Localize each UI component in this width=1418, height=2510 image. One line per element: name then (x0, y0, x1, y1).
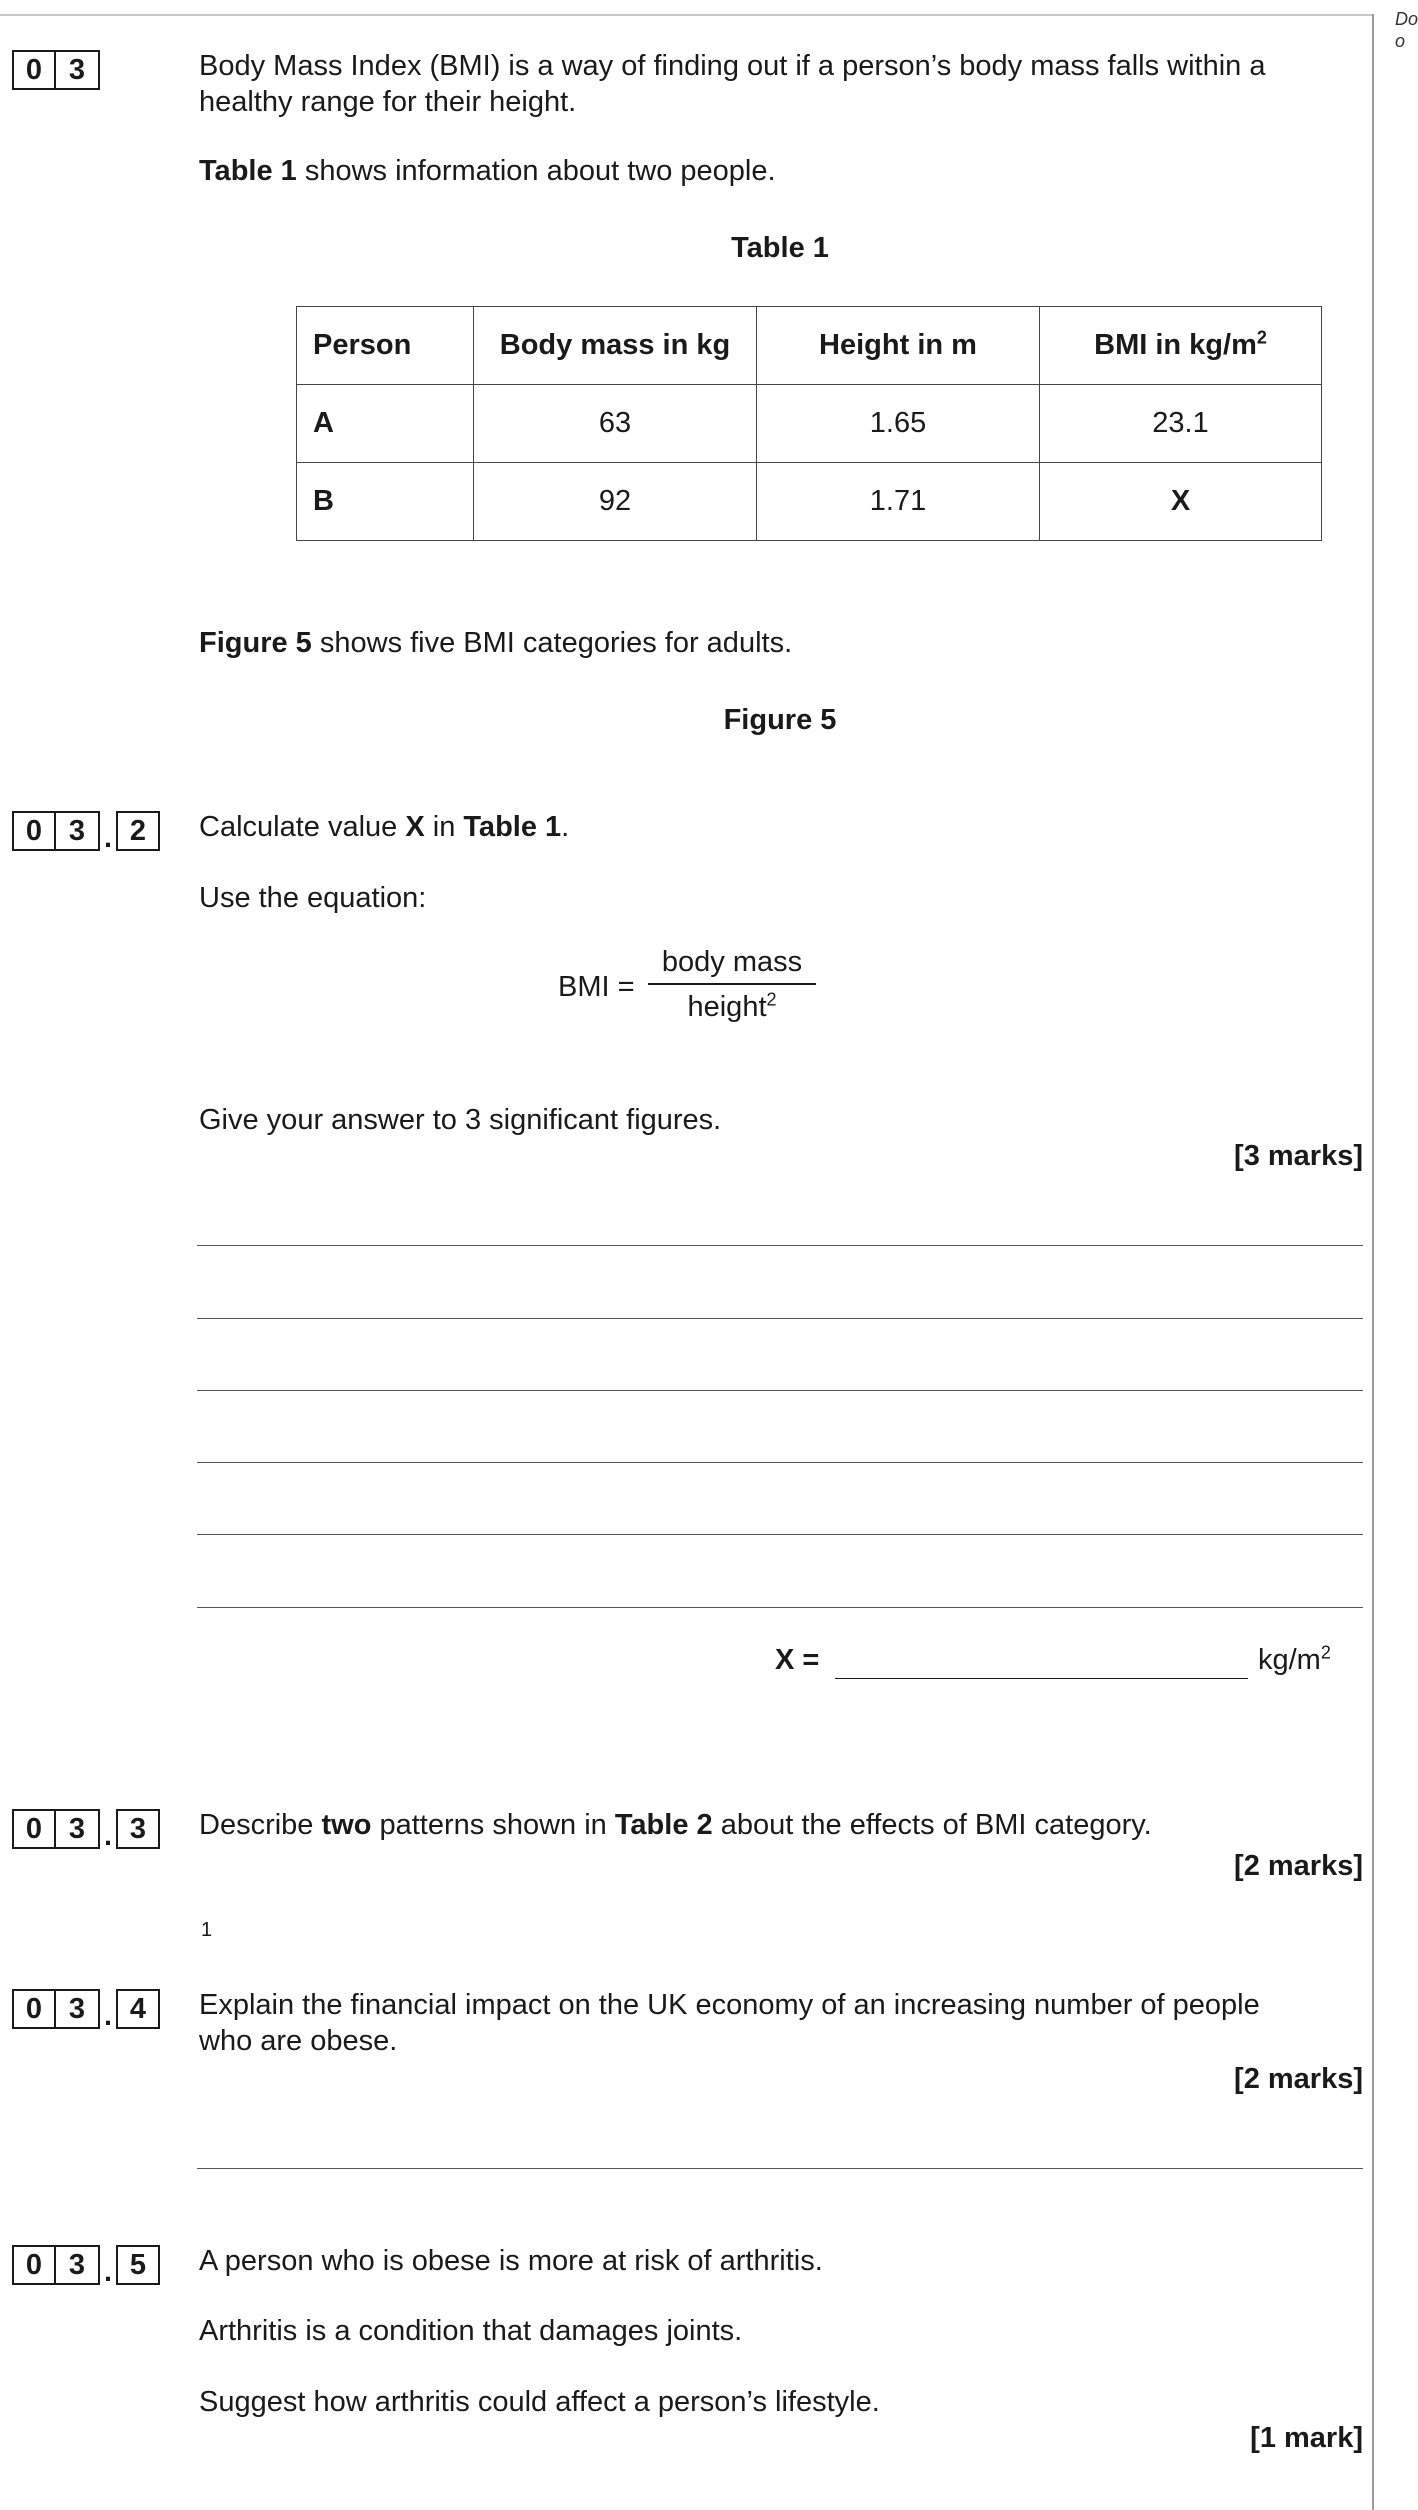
q03-intro-line2: healthy range for their height. (199, 86, 577, 118)
equation-denominator (648, 989, 816, 1025)
answer-x-field[interactable] (835, 1678, 1248, 1679)
header-bmi-label: BMI in kg/m (1094, 329, 1257, 361)
table-row (297, 385, 1322, 463)
cell-person: A (297, 385, 474, 463)
cell-height: 1.71 (757, 463, 1040, 541)
marks-label: [2 marks] (1234, 2063, 1363, 2095)
answer-line[interactable] (197, 1245, 1363, 1246)
q03-5-line1: A person who is obese is more at risk of arthritis. (199, 2245, 823, 2277)
qnum-digit: 4 (116, 1989, 160, 2029)
answer-line[interactable] (197, 1607, 1363, 1608)
qnum-digit: 3 (116, 1809, 160, 1849)
marks-label: [1 mark] (1250, 2422, 1363, 2454)
header-person: Person (297, 307, 474, 385)
question-number-03-4 (12, 1989, 160, 2032)
figure5-reference (199, 625, 792, 661)
cell-body-mass: 92 (474, 463, 757, 541)
equation-den-sup: 2 (766, 989, 777, 1010)
qnum-digit: 3 (56, 1989, 100, 2029)
page-margin-rule (1372, 14, 1374, 2510)
answer-x-label: X = (775, 1644, 820, 1676)
table1-ref-bold: Table 1 (199, 155, 297, 187)
marks-label: [2 marks] (1234, 1850, 1363, 1882)
table1-title: Table 1 (731, 232, 829, 264)
figure5-ref-rest: shows five BMI categories for adults. (311, 627, 793, 659)
qnum-dot: . (103, 1820, 113, 1852)
cell-height: 1.65 (757, 385, 1040, 463)
answer-unit (1258, 1642, 1331, 1678)
answer-unit-sup: 2 (1320, 1642, 1331, 1663)
qnum-dot: . (103, 2000, 113, 2032)
q03-4-line2: who are obese. (199, 2025, 398, 2057)
table1-reference (199, 153, 776, 189)
cell-bmi: X (1040, 463, 1322, 541)
figure5-title: Figure 5 (723, 704, 837, 736)
sig-figs-instruction: Give your answer to 3 significant figures. (199, 1104, 722, 1136)
q-text: patterns shown in (371, 1809, 615, 1841)
question-number-03-2 (12, 811, 160, 854)
answer-line[interactable] (197, 2168, 1363, 2169)
question-number-03 (12, 50, 100, 90)
header-bmi (1040, 307, 1322, 385)
answer-unit-label: kg/m (1258, 1644, 1321, 1676)
cell-person: B (297, 463, 474, 541)
q-text: . (561, 811, 570, 843)
q03-4-line1: Explain the financial impact on the UK economy of an increasing number of people (199, 1989, 1260, 2021)
qnum-digit: 3 (56, 811, 100, 851)
use-equation-text: Use the equation: (199, 882, 427, 914)
qnum-digit: 0 (12, 811, 56, 851)
equation-den-label: height (687, 991, 767, 1023)
q-text-bold: Table 1 (463, 811, 562, 843)
q03-2-question (199, 809, 569, 845)
page-top-rule (0, 14, 1374, 16)
equation-lhs: BMI = (558, 971, 635, 1003)
q-text-bold: two (321, 1809, 372, 1841)
table-header-row (297, 307, 1322, 385)
question-number-03-5 (12, 2245, 160, 2288)
answer-line[interactable] (197, 1390, 1363, 1391)
qnum-digit: 0 (12, 1809, 56, 1849)
margin-note: Do o (1395, 9, 1418, 51)
table1-ref-rest: shows information about two people. (296, 155, 776, 187)
q-text: in (424, 811, 464, 843)
answer-number-1: 1 (201, 1919, 213, 1941)
qnum-digit: 2 (116, 811, 160, 851)
answer-line[interactable] (197, 1318, 1363, 1319)
cell-body-mass: 63 (474, 385, 757, 463)
table-1 (296, 306, 1322, 541)
qnum-digit: 5 (116, 2245, 160, 2285)
q-text: about the effects of BMI category. (712, 1809, 1152, 1841)
qnum-digit: 3 (56, 2245, 100, 2285)
marks-label: [3 marks] (1234, 1140, 1363, 1172)
qnum-digit: 0 (12, 1989, 56, 2029)
header-bmi-sup: 2 (1256, 327, 1267, 348)
answer-line[interactable] (197, 1462, 1363, 1463)
qnum-dot: . (103, 2256, 113, 2288)
question-number-03-3 (12, 1809, 160, 1852)
qnum-digit: 0 (12, 2245, 56, 2285)
q03-5-line3: Suggest how arthritis could affect a person’s lifestyle. (199, 2386, 880, 2418)
q-text: Calculate value (199, 811, 406, 843)
header-body-mass: Body mass in kg (474, 307, 757, 385)
q03-3-question (199, 1807, 1152, 1843)
fraction-bar (648, 983, 816, 985)
qnum-dot: . (103, 822, 113, 854)
qnum-digit: 0 (12, 50, 56, 90)
q-text: Describe (199, 1809, 322, 1841)
figure5-ref-bold: Figure 5 (199, 627, 312, 659)
qnum-digit: 3 (56, 50, 100, 90)
q-text-bold: X (405, 811, 425, 843)
q03-5-line2: Arthritis is a condition that damages joints. (199, 2315, 743, 2347)
equation-numerator: body mass (661, 946, 803, 978)
qnum-digit: 3 (56, 1809, 100, 1849)
cell-bmi: 23.1 (1040, 385, 1322, 463)
q-text-bold: Table 2 (614, 1809, 713, 1841)
equation-fraction (648, 944, 816, 1025)
answer-line[interactable] (197, 1534, 1363, 1535)
q03-intro-line1: Body Mass Index (BMI) is a way of finding out if a person’s body mass falls within a (199, 50, 1266, 82)
header-height: Height in m (757, 307, 1040, 385)
table-row (297, 463, 1322, 541)
